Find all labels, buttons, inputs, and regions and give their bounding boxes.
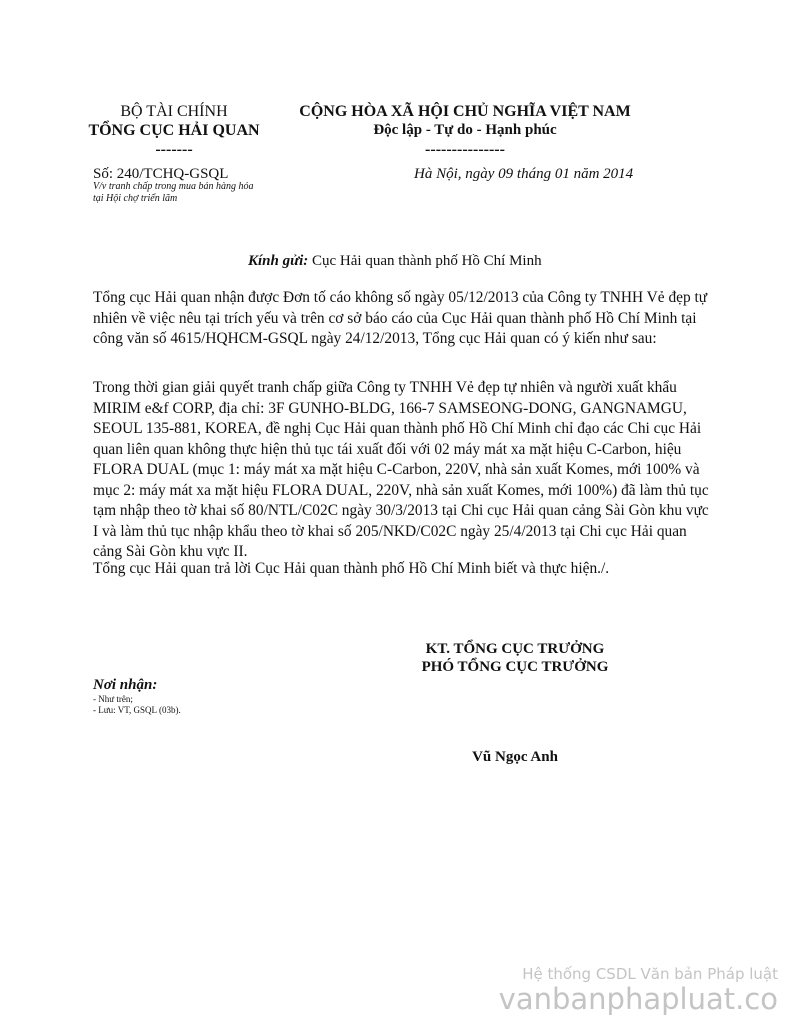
- paragraph-1: Tổng cục Hải quan nhận được Đơn tố cáo không số ngày 05/12/2013 của Công ty TNHH Vẻ đẹp tự nhiên về việc nêu tại trích yếu và trên cơ sở báo cáo của Cục Hải quan thành phố Hồ Chí Minh tại công văn số 4615/HQHCM-GSQL ngày 24/12/2013, Tổng cục Hải quan có ý kiến như sau:: [93, 289, 708, 347]
- issuing-authority: [60, 102, 288, 159]
- subject-line-1: V/v tranh chấp trong mua bán hàng hóa: [93, 181, 254, 192]
- nation-name: CỘNG HÒA XÃ HỘI CHỦ NGHĨA VIỆT NAM: [299, 103, 631, 120]
- right-separator: ---------------: [425, 141, 505, 158]
- paragraph-2: Trong thời gian giải quyết tranh chấp giữa Công ty TNHH Vẻ đẹp tự nhiên và người xuất khẩu MIRIM e&f CORP, địa chỉ: 3F GUNHO-BLDG, 166-7 SAMSEONG-DONG, GANGNAMGU, SEOUL 135-881, KOREA, đề nghị Cục Hải quan thành phố Hồ Chí Minh chỉ đạo các Chi cục Hải quan liên quan không thực hiện thủ tục tái xuất đối với 02 máy mát xa mặt hiệu C-Carbon, hiệu FLORA DUAL (mục 1: máy mát xa mặt hiệu C-Carbon, 220V, nhà sản xuất Komes, mới 100% và mục 2: máy mát xa mặt hiệu FLORA DUAL, 220V, nhà sản xuất Komes, mới 100%) đã làm thủ tục tạm nhập theo tờ khai số 80/NTL/C02C ngày 30/3/2013 tại Chi cục Hải quan cảng Sài Gòn khu vực I và làm thủ tục nhập khẩu theo tờ khai số 205/NKD/C02C ngày 25/4/2013 tại Chi cục Hải quan cảng Sài Gòn khu vực II.: [93, 379, 709, 560]
- recipient-label: Kính gửi:: [248, 253, 309, 269]
- signature-line-2: PHÓ TỔNG CỤC TRƯỞNG: [421, 659, 609, 675]
- recipients-title: Nơi nhận:: [93, 677, 158, 693]
- place-and-date: Hà Nội, ngày 09 tháng 01 năm 2014: [414, 166, 634, 182]
- recipients-list: [93, 694, 181, 716]
- signature-title: [400, 640, 630, 676]
- left-separator: -------: [155, 141, 193, 158]
- recipient-line: [248, 252, 542, 270]
- recipient-name: Cục Hải quan thành phố Hồ Chí Minh: [308, 253, 542, 269]
- watermark-line-1: Hệ thống CSDL Văn bản Pháp luật: [522, 965, 778, 983]
- paragraph-3: Tổng cục Hải quan trả lời Cục Hải quan thành phố Hồ Chí Minh biết và thực hiện./.: [93, 560, 610, 577]
- ministry-name: BỘ TÀI CHÍNH: [120, 103, 228, 120]
- subject-line-2: tại Hội chợ triển lãm: [93, 193, 178, 204]
- national-title: [290, 102, 640, 159]
- recipient-item-1: - Như trên;: [93, 694, 133, 704]
- document-number: Số: 240/TCHQ-GSQL: [93, 166, 229, 182]
- signer-name: Vũ Ngọc Anh: [472, 749, 558, 765]
- recipient-item-2: - Lưu: VT, GSQL (03b).: [93, 705, 181, 715]
- signature-line-1: KT. TỔNG CỤC TRƯỞNG: [425, 641, 605, 657]
- national-motto: Độc lập - Tự do - Hạnh phúc: [373, 122, 557, 138]
- document-subject: [93, 181, 253, 205]
- watermark-line-2: vanbanphapluat.co: [498, 982, 778, 1016]
- department-name: TỔNG CỤC HẢI QUAN: [88, 122, 260, 139]
